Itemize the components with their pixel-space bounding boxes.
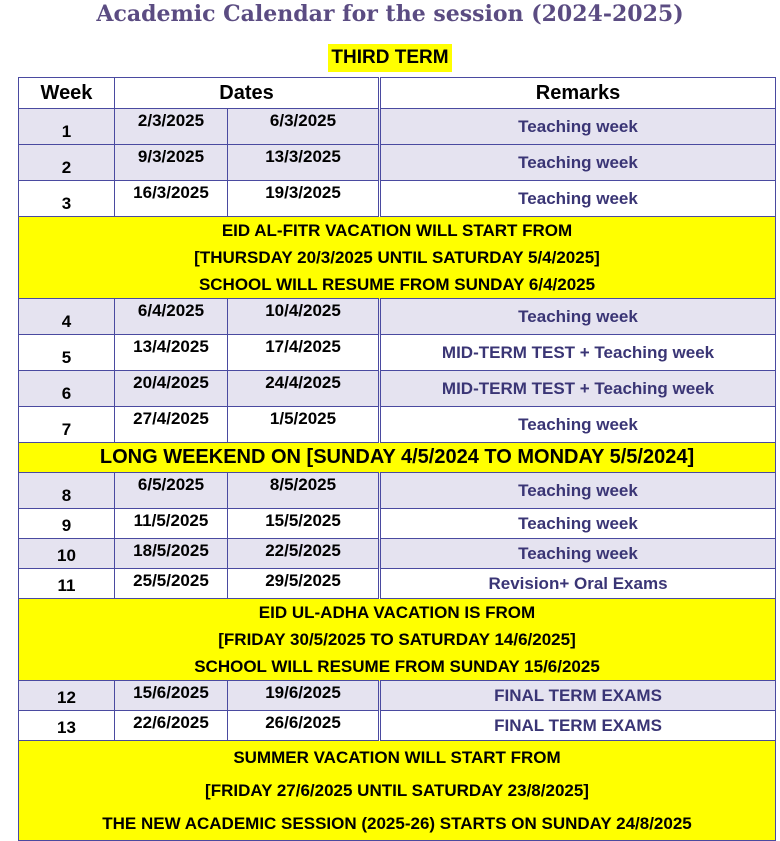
eid-fitr-notice bbox=[19, 217, 776, 299]
remark: MID-TERM TEST + Teaching week bbox=[380, 335, 776, 371]
end-date: 10/4/2025 bbox=[228, 299, 380, 335]
table-row bbox=[19, 109, 776, 145]
notice-line: SUMMER VACATION WILL START FROM bbox=[233, 748, 561, 767]
remark: Teaching week bbox=[380, 109, 776, 145]
end-date: 22/5/2025 bbox=[228, 539, 380, 569]
week-number: 5 bbox=[19, 335, 115, 371]
notice-line: EID UL-ADHA VACATION IS FROM bbox=[258, 603, 536, 622]
week-number: 3 bbox=[19, 181, 115, 217]
week-number: 11 bbox=[19, 569, 115, 599]
header-row bbox=[19, 78, 776, 109]
end-date: 8/5/2025 bbox=[228, 473, 380, 509]
start-date: 6/4/2025 bbox=[115, 299, 228, 335]
end-date: 1/5/2025 bbox=[228, 407, 380, 443]
end-date: 24/4/2025 bbox=[228, 371, 380, 407]
remark: Teaching week bbox=[380, 299, 776, 335]
table-row bbox=[19, 181, 776, 217]
table-row bbox=[19, 711, 776, 741]
remark: FINAL TERM EXAMS bbox=[380, 681, 776, 711]
long-weekend-notice-cell: LONG WEEKEND ON [SUNDAY 4/5/2024 TO MONDAY 5/5/2024] bbox=[19, 443, 776, 473]
remark: Teaching week bbox=[380, 407, 776, 443]
end-date: 26/6/2025 bbox=[228, 711, 380, 741]
end-date: 15/5/2025 bbox=[228, 509, 380, 539]
end-date: 19/3/2025 bbox=[228, 181, 380, 217]
remark: Teaching week bbox=[380, 539, 776, 569]
table-row bbox=[19, 335, 776, 371]
page-title: Academic Calendar for the session (2024-2025) bbox=[96, 1, 684, 27]
start-date: 9/3/2025 bbox=[115, 145, 228, 181]
start-date: 27/4/2025 bbox=[115, 407, 228, 443]
start-date: 2/3/2025 bbox=[115, 109, 228, 145]
week-number: 9 bbox=[19, 509, 115, 539]
week-number: 4 bbox=[19, 299, 115, 335]
eid-adha-notice bbox=[19, 599, 776, 681]
start-date: 18/5/2025 bbox=[115, 539, 228, 569]
table-row bbox=[19, 539, 776, 569]
table-row bbox=[19, 299, 776, 335]
start-date: 25/5/2025 bbox=[115, 569, 228, 599]
summer-notice-cell bbox=[19, 741, 776, 841]
week-number: 10 bbox=[19, 539, 115, 569]
start-date: 11/5/2025 bbox=[115, 509, 228, 539]
table-row bbox=[19, 681, 776, 711]
notice-line: [FRIDAY 27/6/2025 UNTIL SATURDAY 23/8/2025] bbox=[205, 781, 589, 800]
notice-line: [THURSDAY 20/3/2025 UNTIL SATURDAY 5/4/2025] bbox=[194, 248, 600, 267]
table-row bbox=[19, 509, 776, 539]
week-number: 1 bbox=[19, 109, 115, 145]
week-number: 13 bbox=[19, 711, 115, 741]
remark: MID-TERM TEST + Teaching week bbox=[380, 371, 776, 407]
remark: Revision+ Oral Exams bbox=[380, 569, 776, 599]
remark: Teaching week bbox=[380, 181, 776, 217]
start-date: 16/3/2025 bbox=[115, 181, 228, 217]
dates-header: Dates bbox=[115, 78, 380, 109]
notice-line: SCHOOL WILL RESUME FROM SUNDAY 15/6/2025 bbox=[194, 657, 600, 676]
remark: Teaching week bbox=[380, 509, 776, 539]
week-header: Week bbox=[19, 78, 115, 109]
start-date: 13/4/2025 bbox=[115, 335, 228, 371]
eid-fitr-notice-cell bbox=[19, 217, 776, 299]
week-number: 2 bbox=[19, 145, 115, 181]
end-date: 13/3/2025 bbox=[228, 145, 380, 181]
table-row bbox=[19, 473, 776, 509]
table-row bbox=[19, 145, 776, 181]
table-row bbox=[19, 407, 776, 443]
eid-adha-notice-cell bbox=[19, 599, 776, 681]
remark: Teaching week bbox=[380, 145, 776, 181]
notice-line: THE NEW ACADEMIC SESSION (2025-26) STARTS ON SUNDAY 24/8/2025 bbox=[102, 814, 692, 833]
remarks-header: Remarks bbox=[380, 78, 776, 109]
start-date: 6/5/2025 bbox=[115, 473, 228, 509]
table-row bbox=[19, 371, 776, 407]
table-row bbox=[19, 569, 776, 599]
end-date: 29/5/2025 bbox=[228, 569, 380, 599]
end-date: 6/3/2025 bbox=[228, 109, 380, 145]
calendar-table bbox=[18, 77, 776, 841]
remark: FINAL TERM EXAMS bbox=[380, 711, 776, 741]
summer-notice bbox=[19, 741, 776, 841]
week-number: 12 bbox=[19, 681, 115, 711]
notice-line: SCHOOL WILL RESUME FROM SUNDAY 6/4/2025 bbox=[198, 275, 596, 294]
start-date: 20/4/2025 bbox=[115, 371, 228, 407]
end-date: 17/4/2025 bbox=[228, 335, 380, 371]
start-date: 15/6/2025 bbox=[115, 681, 228, 711]
end-date: 19/6/2025 bbox=[228, 681, 380, 711]
week-number: 7 bbox=[19, 407, 115, 443]
term-heading: THIRD TERM bbox=[328, 44, 451, 72]
long-weekend-notice bbox=[19, 443, 776, 473]
week-number: 6 bbox=[19, 371, 115, 407]
week-number: 8 bbox=[19, 473, 115, 509]
notice-line: [FRIDAY 30/5/2025 TO SATURDAY 14/6/2025] bbox=[218, 630, 576, 649]
start-date: 22/6/2025 bbox=[115, 711, 228, 741]
term-heading-wrap bbox=[0, 44, 780, 72]
remark: Teaching week bbox=[380, 473, 776, 509]
notice-line: EID AL-FITR VACATION WILL START FROM bbox=[221, 221, 573, 240]
